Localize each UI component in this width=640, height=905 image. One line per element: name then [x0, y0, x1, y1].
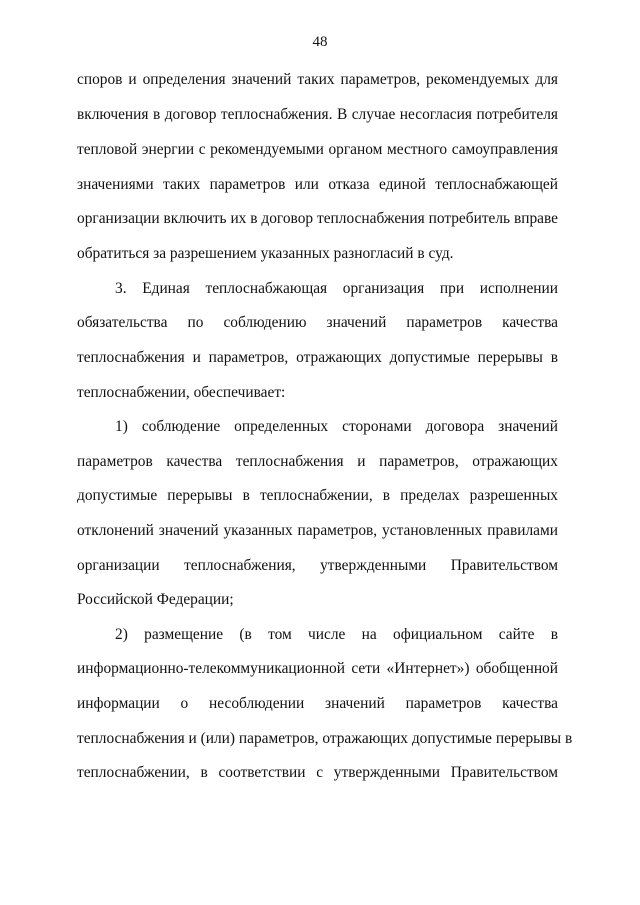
paragraph-3-line-3: допустимые перерывы в теплоснабжении, в пределах разрешенных — [77, 487, 558, 504]
paragraph-2-line-1: 3. Единая теплоснабжающая организация при исполнении — [115, 280, 558, 297]
page-number: 48 — [312, 34, 328, 50]
paragraph-4-line-3: информации о несоблюдении значений параметров качества — [77, 695, 558, 712]
paragraph-3-line-2: параметров качества теплоснабжения и параметров, отражающих — [77, 453, 558, 470]
paragraph-1-line-5: организации включить их в договор теплоснабжения потребитель вправе — [77, 210, 558, 227]
paragraph-1-line-1: споров и определения значений таких параметров, рекомендуемых для — [77, 71, 558, 88]
paragraph-4-line-5: теплоснабжении, в соответствии с утвержденными Правительством — [77, 764, 558, 781]
paragraph-2-line-2: обязательства по соблюдению значений параметров качества — [77, 314, 558, 331]
paragraph-4-line-1: 2) размещение (в том числе на официальном сайте в — [115, 626, 558, 643]
paragraph-3-line-4: отклонений значений указанных параметров, установленных правилами — [77, 522, 558, 539]
paragraph-1-line-6: обратиться за разрешением указанных разногласий в суд. — [77, 245, 454, 262]
paragraph-3-line-5: организации теплоснабжения, утвержденными Правительством — [77, 557, 558, 574]
paragraph-3-line-6: Российской Федерации; — [77, 591, 234, 608]
paragraph-4-line-2: информационно-телекоммуникационной сети «Интернет») обобщенной — [77, 660, 558, 677]
paragraph-4-line-4: теплоснабжения и (или) параметров, отражающих допустимые перерывы в — [77, 730, 573, 747]
paragraph-1-line-4: значениями таких параметров или отказа единой теплоснабжающей — [77, 176, 558, 193]
paragraph-1-line-2: включения в договор теплоснабжения. В случае несогласия потребителя — [77, 106, 558, 123]
paragraph-1-line-3: тепловой энергии с рекомендуемыми органом местного самоуправления — [77, 141, 558, 158]
paragraph-2-line-3: теплоснабжения и параметров, отражающих допустимые перерывы в — [77, 349, 558, 366]
paragraph-2-line-4: теплоснабжении, обеспечивает: — [77, 384, 286, 401]
paragraph-3-line-1: 1) соблюдение определенных сторонами договора значений — [115, 418, 558, 435]
